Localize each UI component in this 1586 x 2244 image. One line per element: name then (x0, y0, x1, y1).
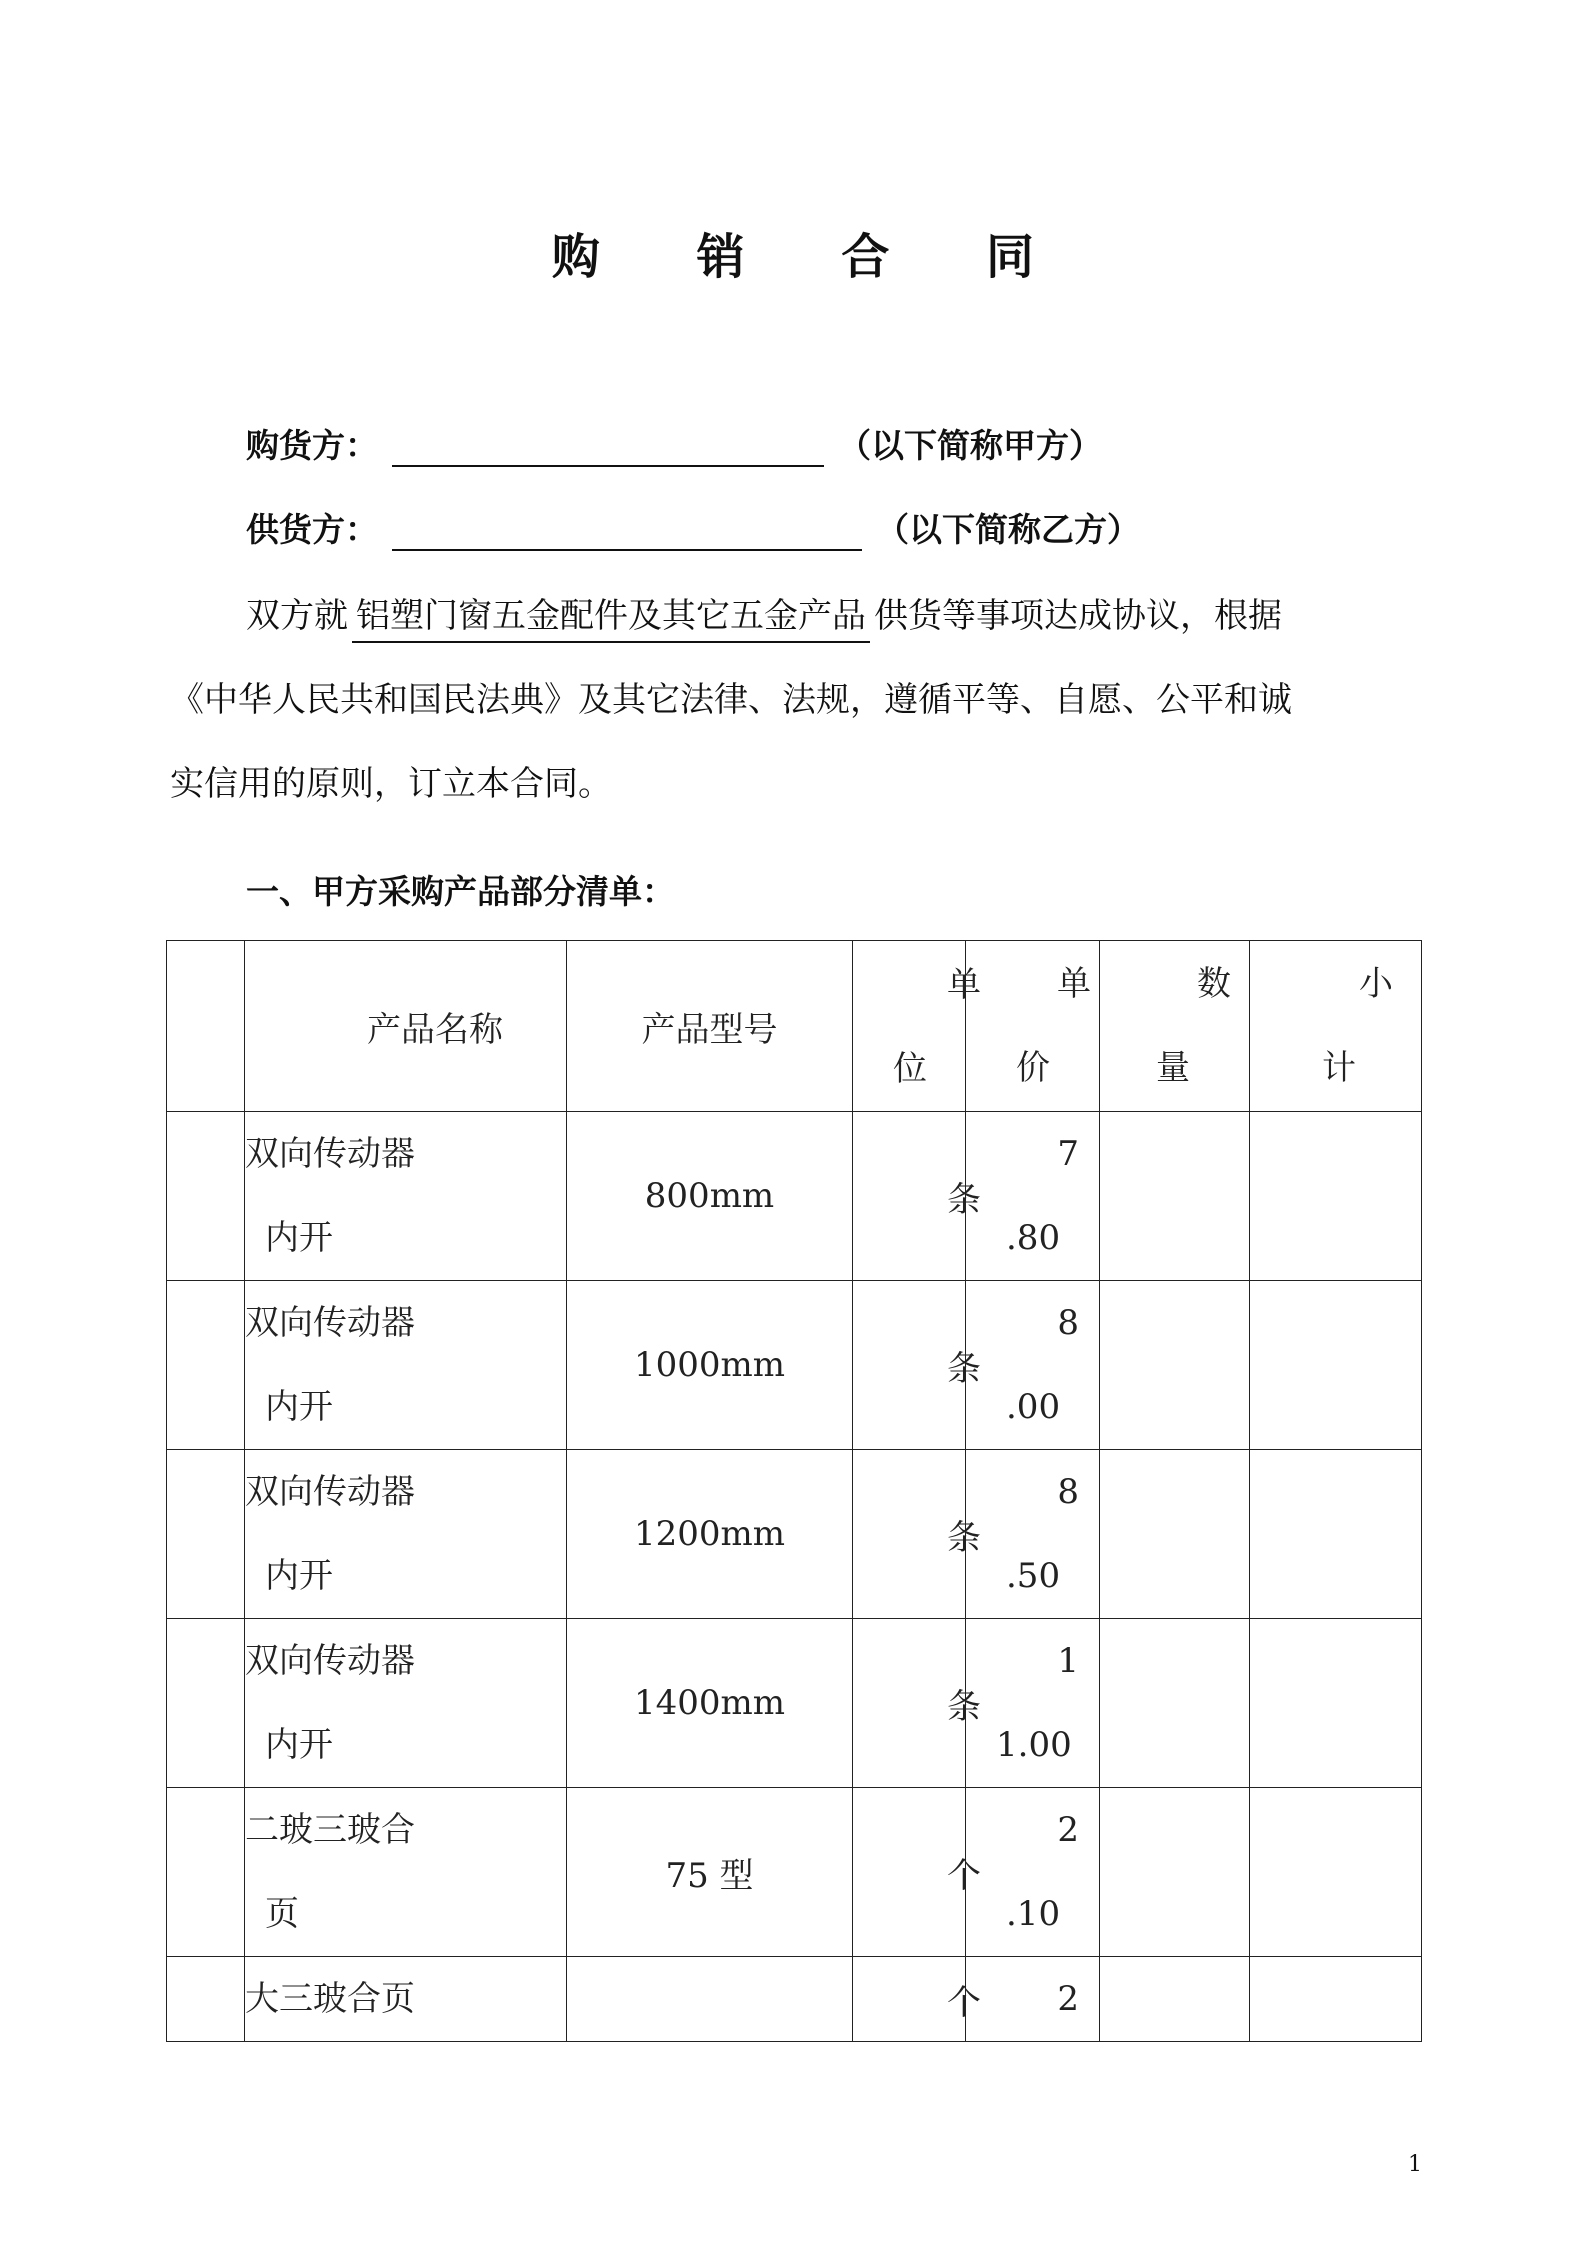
supplier-suffix: （以下简称乙方） (876, 510, 1140, 549)
product-price-cell (966, 1450, 1100, 1619)
product-name-line2: 页 (265, 1894, 299, 1934)
row-index-cell (167, 1788, 245, 1957)
page-number: 1 (1408, 2152, 1422, 2177)
header-subtotal-bottom: 计 (1322, 1048, 1356, 1088)
row-index-cell (167, 1619, 245, 1788)
intro-prefix: 双方就 (246, 596, 348, 636)
product-unit: 条 (947, 1348, 981, 1389)
price-line2: .10 (1006, 1894, 1061, 1934)
table-row (167, 1281, 1422, 1450)
product-name-cell (245, 1450, 567, 1619)
product-subtotal-cell[interactable] (1250, 1788, 1422, 1957)
table-row (167, 1450, 1422, 1619)
product-quantity-cell[interactable] (1100, 1619, 1250, 1788)
product-price-cell (966, 1281, 1100, 1450)
product-name-cell (245, 1112, 567, 1281)
row-index-cell (167, 1281, 245, 1450)
header-unit-top: 单 (947, 965, 981, 1005)
intro-line-1 (246, 588, 1502, 643)
product-price-cell (966, 1788, 1100, 1957)
product-unit-cell (853, 1788, 981, 1957)
product-unit: 条 (947, 1517, 981, 1558)
header-subtotal (1250, 941, 1422, 1112)
product-name-cell (245, 1788, 567, 1957)
supplier-blank-field[interactable] (392, 513, 862, 551)
product-unit-cell (853, 1281, 981, 1450)
price-line1: 1 (1057, 1641, 1079, 1681)
table-row (167, 1788, 1422, 1957)
product-name-line2: 内开 (265, 1218, 333, 1258)
header-price (966, 941, 1100, 1112)
price-line1: 8 (1057, 1303, 1079, 1343)
header-price-top: 单 (1057, 964, 1091, 1004)
product-model-cell (567, 1957, 853, 2042)
price-line2: .80 (1006, 1218, 1061, 1258)
product-model-cell: 800mm (567, 1112, 853, 1281)
header-model: 产品型号 (567, 941, 853, 1112)
table-row (167, 1619, 1422, 1788)
buyer-line (246, 420, 1102, 467)
product-name-line1: 二玻三玻合 (245, 1810, 415, 1850)
product-subtotal-cell[interactable] (1250, 1112, 1422, 1281)
product-quantity-cell[interactable] (1100, 1788, 1250, 1957)
product-unit: 个 (947, 1855, 981, 1896)
header-unit (853, 941, 981, 1112)
row-index-cell (167, 1112, 245, 1281)
product-name-cell (245, 1281, 567, 1450)
product-subtotal-cell[interactable] (1250, 1281, 1422, 1450)
supplier-line (246, 504, 1140, 551)
product-unit: 条 (947, 1686, 981, 1727)
product-subtotal-cell[interactable] (1250, 1450, 1422, 1619)
product-model-cell: 1400mm (567, 1619, 853, 1788)
product-model-cell: 75 型 (567, 1788, 853, 1957)
price-line2: 1.00 (996, 1725, 1072, 1765)
product-name-line2: 内开 (265, 1725, 333, 1765)
price-line1: 7 (1057, 1134, 1079, 1174)
product-unit: 个 (947, 1982, 981, 2023)
price-line2: .50 (1006, 1556, 1061, 1596)
section-heading-1: 一、甲方采购产品部分清单： (246, 872, 675, 911)
product-price-cell (966, 1619, 1100, 1788)
product-quantity-cell[interactable] (1100, 1450, 1250, 1619)
contract-title: 购 销 合 同 (551, 229, 1075, 285)
product-name-line1: 大三玻合页 (245, 1979, 415, 2019)
header-price-bottom: 价 (1016, 1048, 1050, 1088)
header-qty-bottom: 量 (1156, 1048, 1190, 1088)
supplier-label: 供货方： (246, 510, 378, 549)
header-subtotal-top: 小 (1359, 964, 1393, 1004)
buyer-suffix: （以下简称甲方） (838, 426, 1102, 465)
header-index-cell (167, 941, 245, 1112)
header-unit-bottom: 位 (893, 1049, 927, 1089)
price-line2: .00 (1006, 1387, 1061, 1427)
product-quantity-cell[interactable] (1100, 1112, 1250, 1281)
price-line1: 2 (1057, 1810, 1079, 1850)
header-name: 产品名称 (245, 941, 567, 1112)
intro-line-2: 《中华人民共和国民法典》及其它法律、法规，遵循平等、自愿、公平和诚 (170, 680, 1292, 720)
row-index-cell (167, 1450, 245, 1619)
product-name-line1: 双向传动器 (245, 1641, 415, 1681)
intro-subject: 铝塑门窗五金配件及其它五金产品 (352, 588, 870, 643)
product-price-cell (966, 1112, 1100, 1281)
table-row (167, 1957, 1422, 2042)
product-unit-cell (853, 1957, 981, 2042)
row-index-cell (167, 1957, 245, 2042)
product-quantity-cell[interactable] (1100, 1281, 1250, 1450)
table-row (167, 1112, 1422, 1281)
product-subtotal-cell[interactable] (1250, 1619, 1422, 1788)
buyer-label: 购货方： (246, 426, 378, 465)
product-list-table (166, 940, 1422, 2042)
table-header-row (167, 941, 1422, 1112)
intro-line1-rest: 供货等事项达成协议，根据 (874, 596, 1282, 636)
buyer-blank-field[interactable] (392, 429, 824, 467)
product-name-line2: 内开 (265, 1387, 333, 1427)
header-qty-top: 数 (1197, 964, 1231, 1004)
product-price-cell (966, 1957, 1100, 2042)
product-name-cell (245, 1619, 567, 1788)
product-name-line1: 双向传动器 (245, 1134, 415, 1174)
header-quantity (1100, 941, 1250, 1112)
product-name-line2: 内开 (265, 1556, 333, 1596)
product-unit-cell (853, 1112, 981, 1281)
product-subtotal-cell[interactable] (1250, 1957, 1422, 2042)
product-name-line1: 双向传动器 (245, 1472, 415, 1512)
product-model-cell: 1000mm (567, 1281, 853, 1450)
intro-line-3: 实信用的原则，订立本合同。 (170, 764, 612, 804)
product-unit-cell (853, 1619, 981, 1788)
product-name-cell (245, 1957, 567, 2042)
price-line1: 2 (1057, 1979, 1079, 2019)
product-name-line1: 双向传动器 (245, 1303, 415, 1343)
product-unit-cell (853, 1450, 981, 1619)
price-line1: 8 (1057, 1472, 1079, 1512)
product-unit: 条 (947, 1179, 981, 1220)
product-quantity-cell[interactable] (1100, 1957, 1250, 2042)
product-model-cell: 1200mm (567, 1450, 853, 1619)
